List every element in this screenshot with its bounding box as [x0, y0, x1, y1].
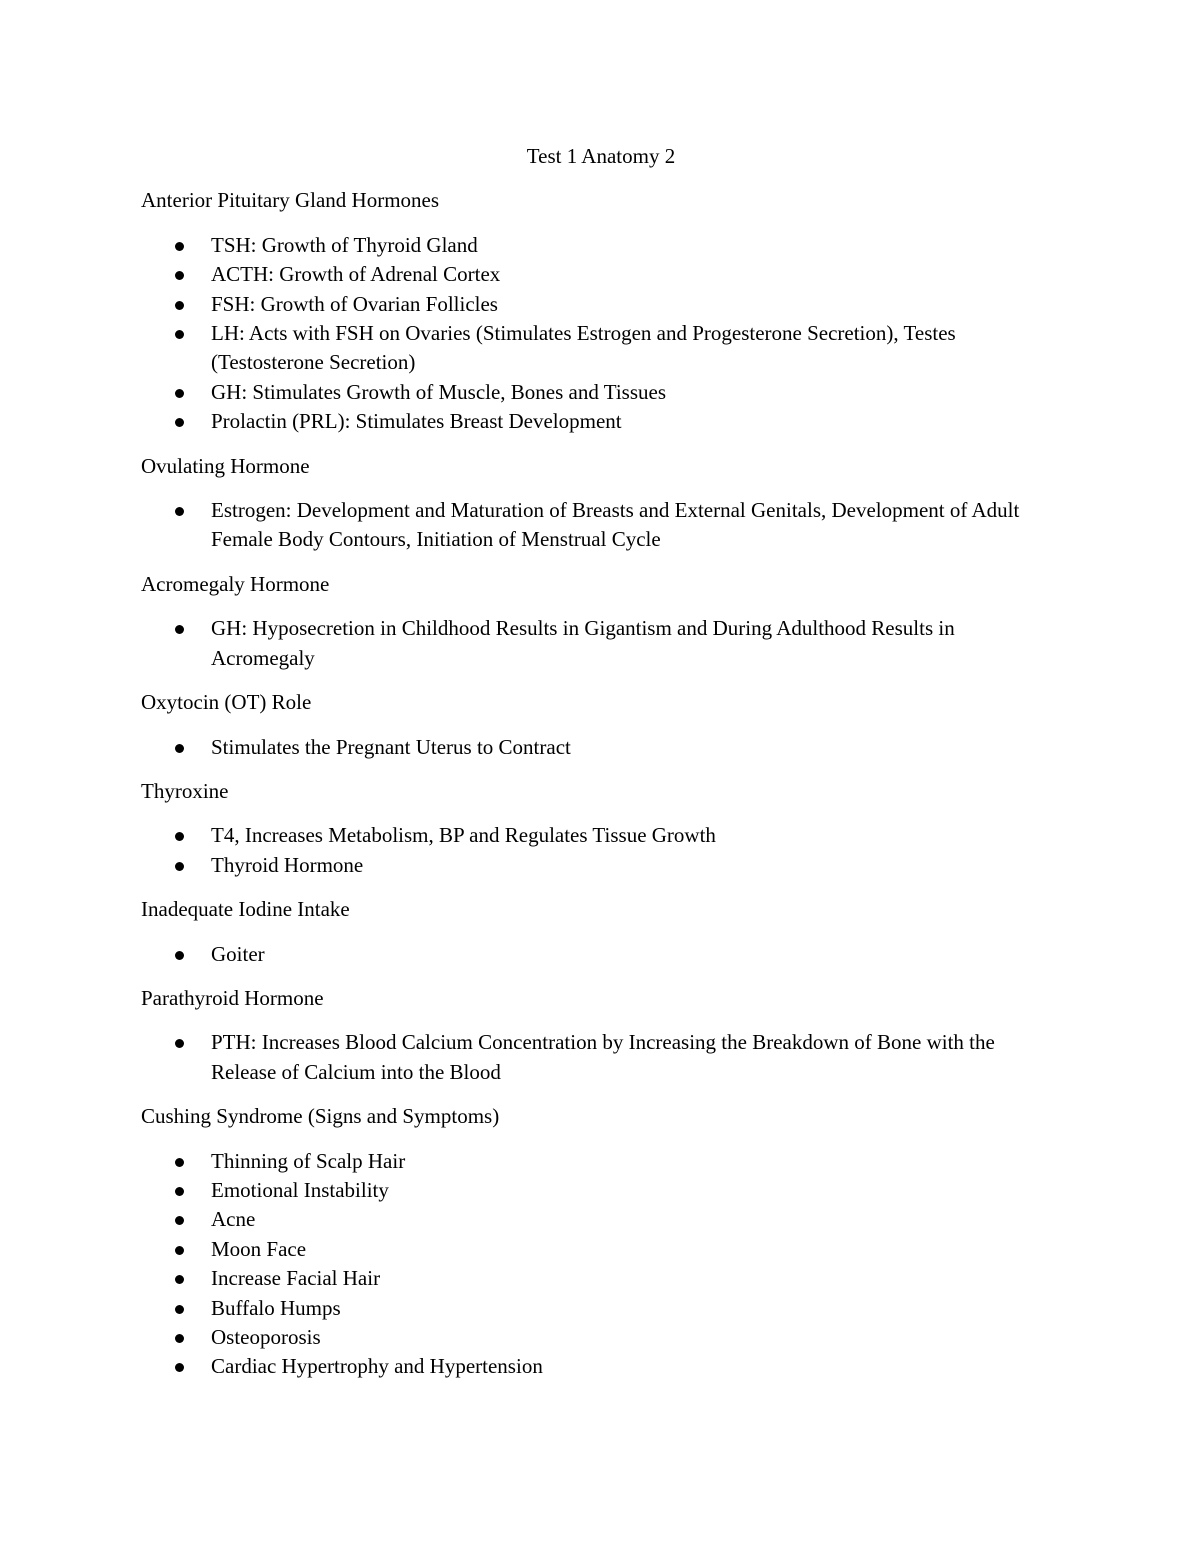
list-item: PTH: Increases Blood Calcium Concentration by Increasing the Breakdown of Bone with the Release of Calcium into the Blood: [141, 1028, 1061, 1087]
bullet-list: [141, 496, 1061, 555]
section-heading: Ovulating Hormone: [141, 453, 310, 478]
list-item: Emotional Instability: [141, 1176, 1061, 1205]
list-item: Goiter: [141, 940, 1061, 969]
list-item: Estrogen: Development and Maturation of Breasts and External Genitals, Development of Adult Female Body Contours, Initiation of Menstrual Cycle: [141, 496, 1061, 555]
section-heading: Inadequate Iodine Intake: [141, 897, 350, 922]
bullet-list: [141, 733, 1061, 762]
bullet-list: [141, 821, 1061, 880]
list-item: Buffalo Humps: [141, 1294, 1061, 1323]
list-item: Cardiac Hypertrophy and Hypertension: [141, 1352, 1061, 1381]
section-heading: Cushing Syndrome (Signs and Symptoms): [141, 1104, 500, 1129]
section-heading: Oxytocin (OT) Role: [141, 690, 312, 715]
bullet-list: [141, 1147, 1061, 1382]
section-heading: Acromegaly Hormone: [141, 571, 330, 596]
section-list: [141, 186, 1061, 1381]
page-title: Test 1 Anatomy 2: [526, 144, 676, 168]
list-item: Increase Facial Hair: [141, 1264, 1061, 1293]
bullet-list: [141, 614, 1061, 673]
bullet-list: [141, 231, 1061, 437]
list-item: GH: Hyposecretion in Childhood Results in Gigantism and During Adulthood Results in Acromegaly: [141, 614, 1061, 673]
list-item: ACTH: Growth of Adrenal Cortex: [141, 260, 1061, 289]
section-heading: Parathyroid Hormone: [141, 985, 324, 1010]
list-item: T4, Increases Metabolism, BP and Regulates Tissue Growth: [141, 821, 1061, 850]
list-item: Acne: [141, 1205, 1061, 1234]
list-item: Stimulates the Pregnant Uterus to Contract: [141, 733, 1061, 762]
list-item: FSH: Growth of Ovarian Follicles: [141, 290, 1061, 319]
document-body: [141, 142, 1061, 1397]
section-heading: Thyroxine: [141, 778, 229, 803]
list-item: GH: Stimulates Growth of Muscle, Bones and Tissues: [141, 378, 1061, 407]
list-item: Prolactin (PRL): Stimulates Breast Development: [141, 407, 1061, 436]
bullet-list: [141, 940, 1061, 969]
list-item: TSH: Growth of Thyroid Gland: [141, 231, 1061, 260]
list-item: Osteoporosis: [141, 1323, 1061, 1352]
list-item: Thyroid Hormone: [141, 851, 1061, 880]
list-item: LH: Acts with FSH on Ovaries (Stimulates Estrogen and Progesterone Secretion), Testes (Testosterone Secretion): [141, 319, 1061, 378]
bullet-list: [141, 1028, 1061, 1087]
list-item: Moon Face: [141, 1235, 1061, 1264]
list-item: Thinning of Scalp Hair: [141, 1147, 1061, 1176]
section-heading: Anterior Pituitary Gland Hormones: [141, 188, 440, 213]
